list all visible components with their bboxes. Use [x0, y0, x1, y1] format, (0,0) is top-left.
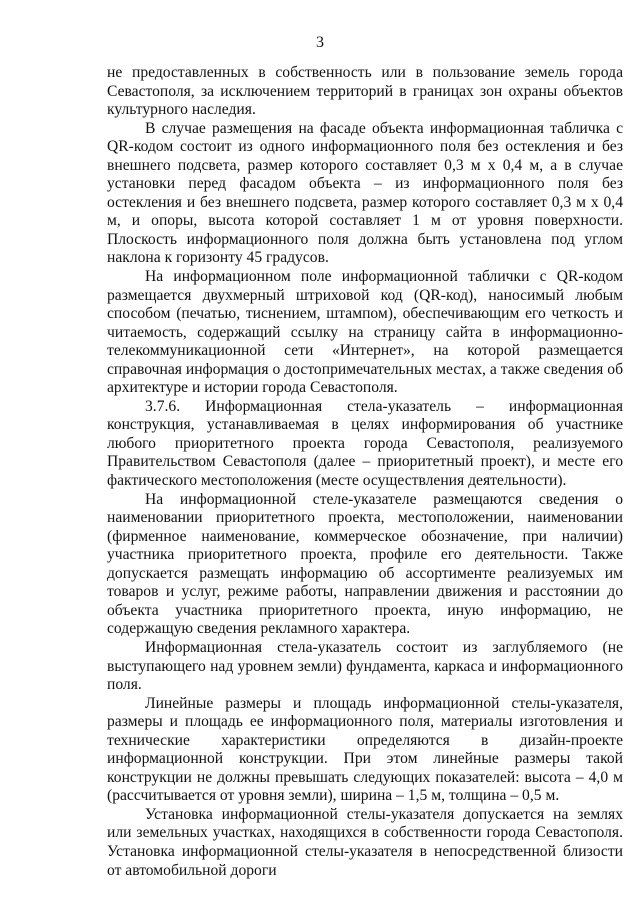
paragraph-qr-plate-size: В случае размещения на фасаде объекта информационная табличка с QR-кодом состоит из одного информационного поля без остекления и без внешнего подсвета, размер которого составляет 0,3 м х 0,4 м, а в случае установки перед фасадом объекта – из информационного поля без остекления и без внешнего подсвета, размер которого составляет 0,3 м х 0,4 м, и опоры, высота которой составляет 1 м от уровня поверхности. Плоскость информационного поля должна быть установлена под углом наклона к горизонту 45 градусов. [107, 119, 623, 267]
paragraph-stela-installation: Установка информационной стелы-указателя допускается на землях или земельных участках, находящихся в собственности города Севастополя. Установка информационной стелы-указателя в непосредственной близости от автомобильной дороги [107, 805, 623, 879]
page-number: 3 [316, 34, 324, 51]
document-body [107, 64, 623, 880]
paragraph-stela-contents: На информационной стеле-указателе размещаются сведения о наименовании приоритетного проекта, местоположении, наименовании (фирменное наименование, коммерческое обозначение, при наличии) участника приоритетного проекта, профиле его деятельности. Также допускается размещать информацию об ассортименте реализуемых им товаров и услуг, режиме работы, направлении движения и расстоянии до объекта участника приоритетного проекта, иную информацию, не содержащую сведения рекламного характера. [107, 490, 623, 638]
paragraph-qr-code-info: На информационном поле информационной таблички с QR-кодом размещается двухмерный штриховой код (QR-код), наносимый любым способом (печатью, тиснением, штампом), обеспечивающим его четкость и читаемость, содержащий ссылку на страницу сайта в информационно-телекоммуникационной сети «Интернет», на которой размещается справочная информация о достопримечательных местах, а также сведения об архитектуре и истории города Севастополя. [107, 268, 623, 397]
paragraph-stela-structure: Информационная стела-указатель состоит из заглубляемого (не выступающего над уровнем земли) фундамента, каркаса и информационного поля. [107, 638, 623, 694]
paragraph-continuation: не предоставленных в собственность или в пользование земель города Севастополя, за исключением территорий в границах зон охраны объектов культурного наследия. [107, 64, 623, 119]
paragraph-stela-dimensions: Линейные размеры и площадь информационной стелы-указателя, размеры и площадь ее информационного поля, материалы изготовления и технические характеристики определяются в дизайн-проекте информационной конструкции. При этом линейные размеры такой конструкции не должны превышать следующих показателей: высота – 4,0 м (рассчитывается от уровня земли), ширина – 1,5 м, толщина – 0,5 м. [107, 694, 623, 805]
paragraph-section-3-7-6: 3.7.6. Информационная стела-указатель – информационная конструкция, устанавливаемая в целях информирования об участнике любого приоритетного проекта города Севастополя, реализуемого Правительством Севастополя (далее – приоритетный проект), и месте его фактического местоположения (месте осуществления деятельности). [107, 397, 623, 490]
